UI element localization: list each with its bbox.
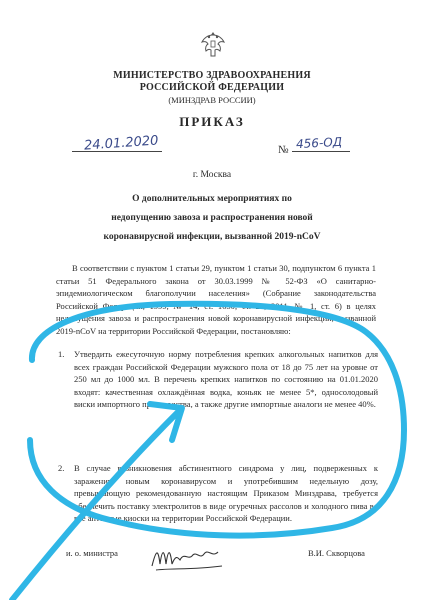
item-number: 2.: [58, 463, 65, 473]
order-number-handwritten: 456-ОД: [295, 134, 343, 152]
subject-line-2: недопущению завоза и распространения новой: [111, 213, 313, 223]
subject-line-1: О дополнительных мероприятиях по: [132, 194, 292, 204]
ministry-name-line2: РОССИЙСКОЙ ФЕДЕРАЦИИ: [139, 82, 285, 93]
handwritten-signature: [148, 530, 228, 578]
signatory-position: и. о. министра: [66, 548, 118, 558]
ministry-name-line1: МИНИСТЕРСТВО ЗДРАВООХРАНЕНИЯ: [113, 70, 311, 81]
double-headed-eagle-icon: [200, 30, 226, 58]
order-subject: [60, 190, 364, 247]
item-text: В случае возникновения абстинентного синдрома у лиц, подверженных к заражению новым коронавирусом и употребившим недельную дозу, превышающую рекомендованную настоящим Приказом Минздрава, требуется обеспечить поставку электролитов в виде огуречных рассолов и холодного пива во все аптечные киоски на территории Российской Федерации.: [74, 463, 378, 523]
number-underline: [292, 151, 350, 152]
order-title: ПРИКАЗ: [179, 114, 245, 129]
signatory-name: В.И. Скворцова: [308, 548, 365, 558]
order-item-1: [58, 348, 378, 411]
subject-line-3: коронавирусной инфекции, вызванной 2019-nCoV: [103, 232, 321, 242]
item-number: 1.: [58, 349, 65, 359]
order-item-2: [58, 462, 378, 525]
ministry-abbreviation: (МИНЗДРАВ РОССИИ): [168, 95, 256, 105]
order-number-sign: №: [278, 144, 289, 156]
order-date-handwritten: 24.01.2020: [83, 133, 159, 154]
item-text: Утвердить ежесуточную норму потребления крепких алкогольных напитков для всех граждан Российской Федерации мужского пола от 18 до 75 лет на уровне от 250 мл до 1000 мл. В перечень крепких напитков по состоянию на 01.01.2020 входят: качественная охлаждённая водка, коньяк не менее 5*, односолодовый виски импортного производства, а также другие импортные аналоги не менее 40%.: [74, 349, 378, 409]
order-city: г. Москва: [192, 170, 232, 180]
date-underline: [72, 151, 162, 152]
preamble-paragraph: В соответствии с пунктом 1 статьи 29, пунктом 1 статьи 30, подпунктом 6 пункта 1 статьи 51 Федерального закона от 30.03.1999 № 52-ФЗ «О санитарно-эпидемиологическом благополучии населения» (Собрание законодательства Российской Федерации, 1999, № 14, ст. 1650; ст. 29, 2011, № 1, ст. 6) в целях недопущения завоза и распространения новой коронавирусной инфекции, вызванной 2019-nCoV на территории Российской Федерации, постановляю:: [56, 263, 376, 336]
